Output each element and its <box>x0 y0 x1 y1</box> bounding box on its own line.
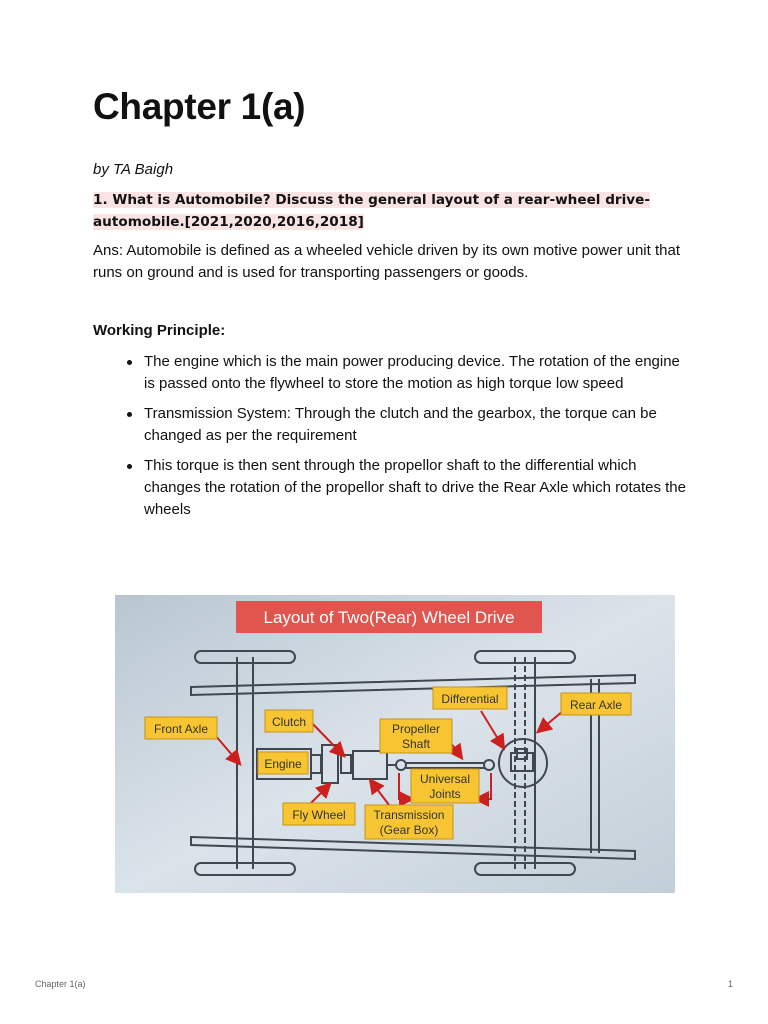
list-item-text: The engine which is the main power producing device. The rotation of the engine is passed onto the flywheel to store the motion as high torque low speed <box>144 353 680 392</box>
list-item-text: Transmission System: Through the clutch and the gearbox, the torque can be changed as per the requirement <box>144 405 657 444</box>
bullet-icon <box>127 360 132 365</box>
question-heading <box>93 189 653 233</box>
list-item-text: This torque is then sent through the propellor shaft to the differential which changes the rotation of the propellor shaft to drive the Rear Axle which rotates the wheels <box>144 457 686 518</box>
list-item <box>93 351 693 395</box>
label-rear-axle: Rear Axle <box>569 698 623 712</box>
diagram-title: Layout of Two(Rear) Wheel Drive <box>263 608 515 627</box>
label-fly-wheel: Fly Wheel <box>292 808 346 822</box>
label-joints: Joints <box>429 787 461 801</box>
page-title: Chapter 1(a) <box>93 86 306 127</box>
list-item <box>93 403 693 447</box>
footer-page-number: 1 <box>727 979 733 989</box>
label-gear-box: (Gear Box) <box>379 823 439 837</box>
label-transmission: Transmission <box>373 808 445 822</box>
answer-paragraph: Ans: Automobile is defined as a wheeled vehicle driven by its own motive power unit that runs on ground and is used for transporting passengers or goods. <box>93 242 680 281</box>
label-clutch: Clutch <box>271 715 307 729</box>
label-propeller: Propeller <box>391 722 441 736</box>
bullet-icon <box>127 464 132 469</box>
question-text: 1. What is Automobile? Discuss the general layout of a rear-wheel drive-automobile.[2021,2020,2016,2018] <box>93 192 651 230</box>
list-item <box>93 455 693 521</box>
rear-wheel-drive-diagram <box>115 595 675 893</box>
author-line: by TA Baigh <box>93 161 174 178</box>
label-front-axle: Front Axle <box>153 722 209 736</box>
working-principle-heading: Working Principle: <box>93 322 226 339</box>
label-universal: Universal <box>419 772 471 786</box>
footer-chapter: Chapter 1(a) <box>35 979 86 989</box>
diagram-svg <box>115 595 675 893</box>
label-engine: Engine <box>264 757 302 771</box>
bullet-icon <box>127 412 132 417</box>
label-shaft: Shaft <box>401 737 431 751</box>
label-differential: Differential <box>441 692 499 706</box>
working-principle-list <box>93 351 693 529</box>
